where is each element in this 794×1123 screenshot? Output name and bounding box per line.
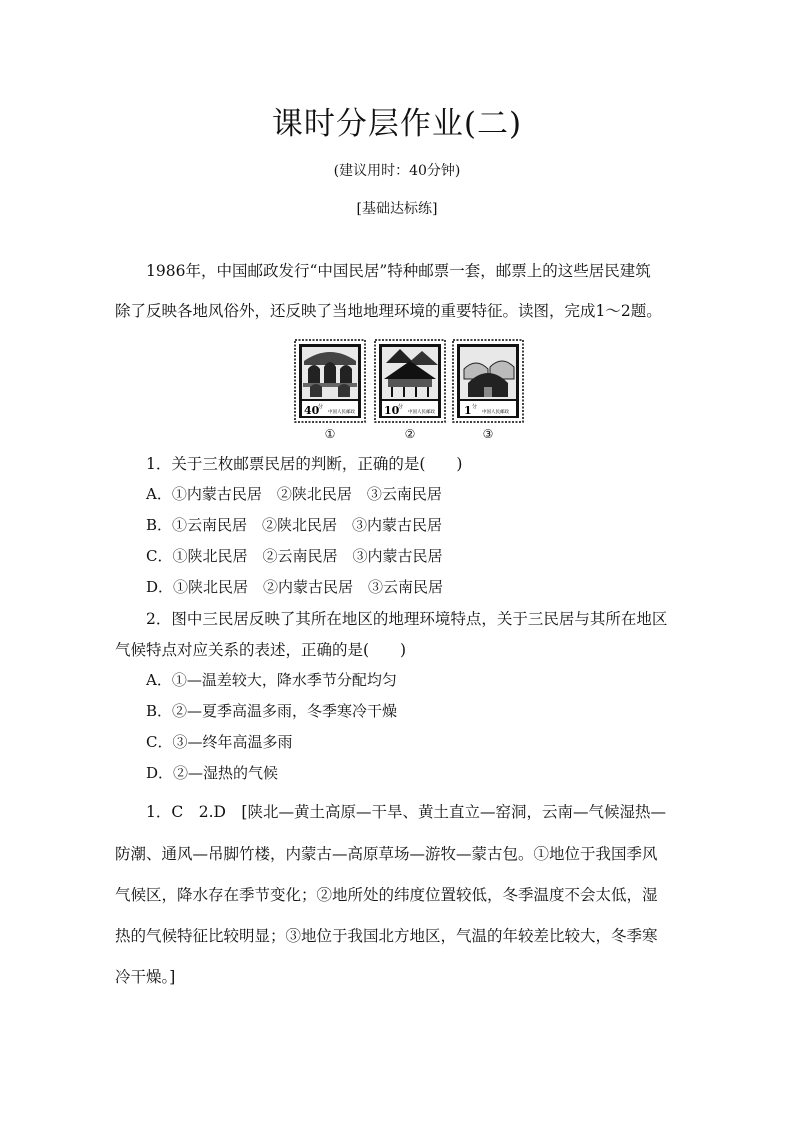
stamp-2-issuer: 中国人民邮政 bbox=[408, 410, 435, 415]
question-1-option-c: C．①陕北民居 ②云南民居 ③内蒙古民居 bbox=[146, 547, 443, 565]
page-title: 课时分层作业(二) bbox=[271, 106, 523, 142]
answer-line-2: 防潮、通风—吊脚竹楼，内蒙古—高原草场—游牧—蒙古包。①地位于我国季风 bbox=[115, 845, 658, 863]
section-heading: [基础达标练] bbox=[356, 201, 438, 217]
stamp-3-unit: 分 bbox=[472, 404, 478, 410]
stamp-2-label: ② bbox=[404, 427, 416, 441]
stamp-1-unit: 分 bbox=[318, 404, 324, 410]
stamp-3-issuer: 中国人民邮政 bbox=[482, 410, 509, 415]
answer-line-5: 冷干燥。] bbox=[115, 968, 176, 986]
intro-line-1: 1986年，中国邮政发行“中国民居”特种邮票一套，邮票上的这些居民建筑 bbox=[146, 262, 651, 280]
stamp-2 bbox=[374, 339, 446, 444]
time-hint: (建议用时：40分钟) bbox=[333, 163, 461, 179]
question-2-stem-line-2: 气候特点对应关系的表述，正确的是( ) bbox=[115, 641, 407, 659]
loess-cave-dwelling-icon bbox=[294, 339, 366, 423]
question-2-stem-line-1: 2．图中三民居反映了其所在地区的地理环境特点，关于三民居与其所在地区 bbox=[146, 610, 668, 628]
intro-line-2: 除了反映各地风俗外，还反映了当地地理环境的重要特征。读图，完成1～2题。 bbox=[115, 302, 662, 320]
question-2-option-c: C．③—终年高温多雨 bbox=[146, 733, 293, 751]
bamboo-stilt-house-icon bbox=[374, 339, 446, 423]
question-2-option-b: B．②—夏季高温多雨，冬季寒冷干燥 bbox=[146, 702, 398, 720]
answer-line-3: 气候区，降水存在季节变化；②地所处的纬度位置较低，冬季温度不会太低，湿 bbox=[115, 886, 658, 904]
question-2-option-d: D．②—湿热的气候 bbox=[146, 764, 279, 782]
stamp-2-unit: 分 bbox=[398, 404, 404, 410]
mongolian-yurt-icon bbox=[452, 339, 524, 423]
stamp-3 bbox=[452, 339, 524, 444]
question-1-option-a: A．①内蒙古民居 ②陕北民居 ③云南民居 bbox=[146, 485, 442, 503]
question-1-stem: 1．关于三枚邮票民居的判断，正确的是( ) bbox=[146, 455, 463, 473]
stamp-1-value: 40 bbox=[304, 404, 320, 417]
answer-line-1: 1．C 2.D [陕北—黄土高原—干旱、黄土直立—窑洞，云南—气候湿热— bbox=[146, 803, 666, 821]
stamp-3-label: ③ bbox=[482, 427, 494, 441]
stamp-1-label: ① bbox=[324, 427, 336, 441]
stamp-2-value: 10 bbox=[384, 404, 400, 417]
question-1-option-d: D．①陕北民居 ②内蒙古民居 ③云南民居 bbox=[146, 578, 444, 596]
question-1-option-b: B．①云南民居 ②陕北民居 ③内蒙古民居 bbox=[146, 516, 443, 534]
stamp-3-value: 1 bbox=[464, 404, 472, 417]
stamp-figure bbox=[294, 339, 524, 444]
stamp-1 bbox=[294, 339, 366, 444]
question-2-option-a: A．①—温差较大，降水季节分配均匀 bbox=[146, 671, 397, 689]
answer-line-4: 热的气候特征比较明显；③地位于我国北方地区，气温的年较差比较大，冬季寒 bbox=[115, 927, 658, 945]
stamp-1-issuer: 中国人民邮政 bbox=[328, 410, 355, 415]
